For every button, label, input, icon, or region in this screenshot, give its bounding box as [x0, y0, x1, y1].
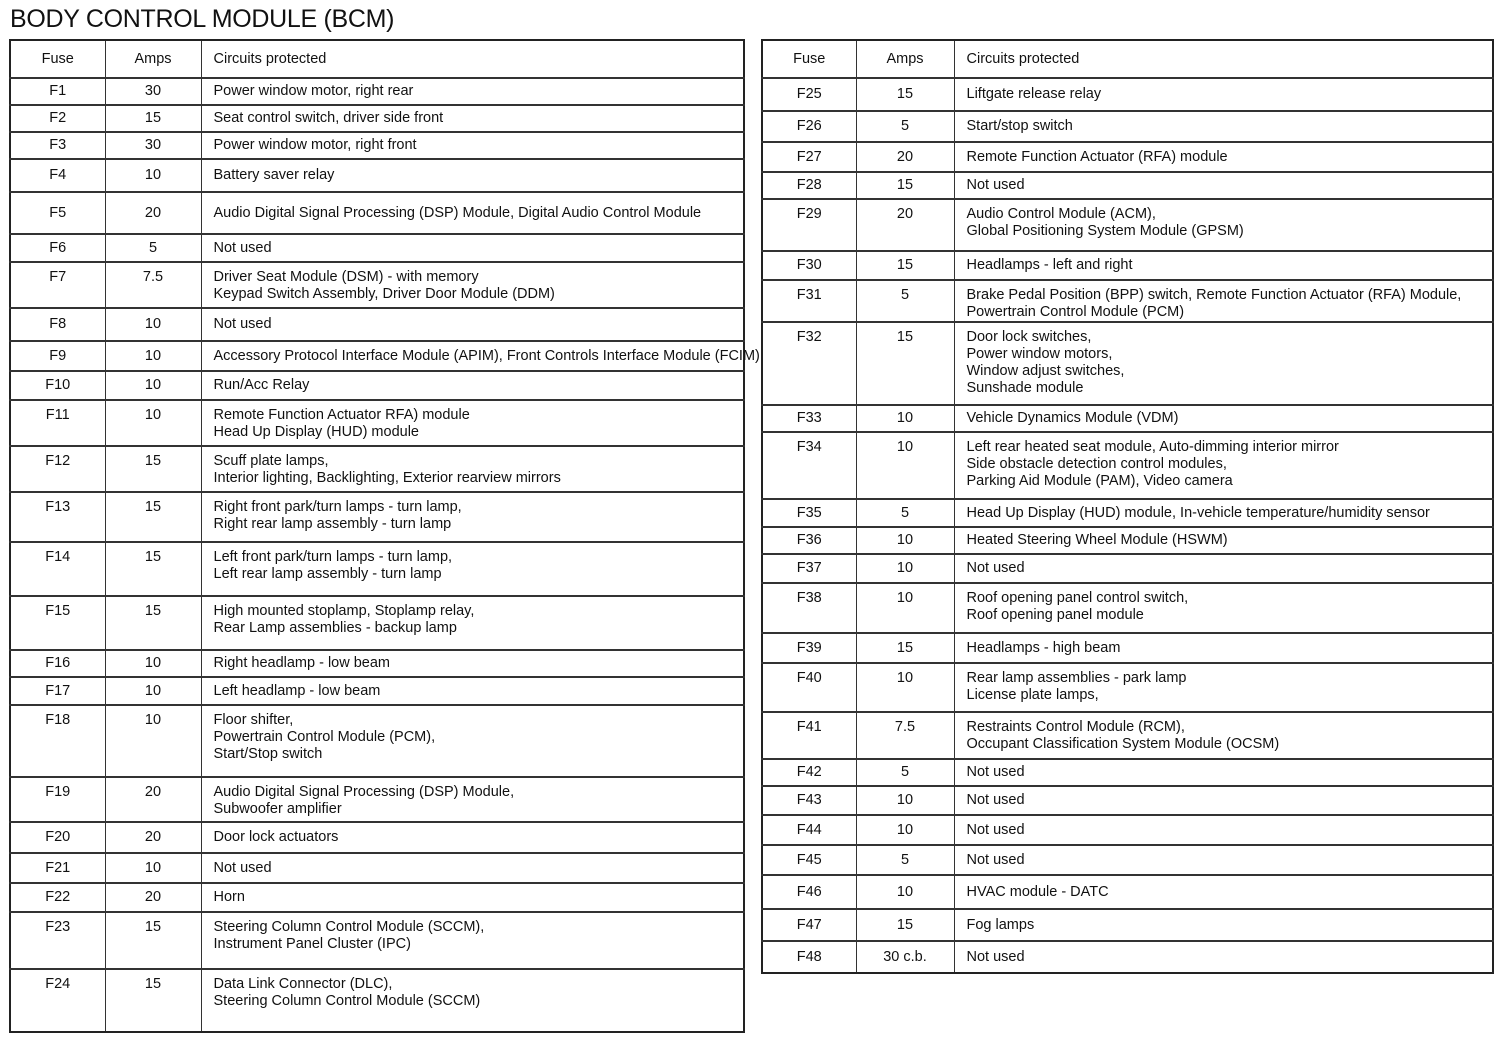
circuits-protected	[954, 786, 1493, 815]
circuit-line: Power window motor, right front	[213, 137, 417, 153]
circuits-protected	[954, 909, 1493, 941]
fuse-id: F15	[10, 596, 105, 650]
fuse-amps: 10	[105, 400, 201, 446]
fuse-id: F6	[10, 234, 105, 262]
circuits-protected	[201, 705, 744, 777]
fuse-amps: 15	[856, 172, 954, 199]
table-row	[762, 663, 1493, 712]
circuit-line: Rear lamp assemblies - park lamp	[966, 670, 1187, 686]
circuit-line: Not used	[966, 792, 1025, 808]
circuit-line: Occupant Classification System Module (OCSM)	[966, 736, 1280, 752]
fuse-amps: 10	[105, 705, 201, 777]
fuse-id: F22	[10, 883, 105, 912]
circuits-protected	[201, 883, 744, 912]
column-header-fuse: Fuse	[762, 40, 856, 78]
table-row	[10, 371, 744, 400]
circuit-line: Driver Seat Module (DSM) - with memory	[213, 269, 479, 285]
fuse-id: F21	[10, 853, 105, 883]
fuse-amps: 10	[856, 554, 954, 583]
circuit-line: Audio Digital Signal Processing (DSP) Module,	[213, 784, 515, 800]
circuit-line: Restraints Control Module (RCM),	[966, 719, 1185, 735]
circuits-protected	[201, 78, 744, 105]
table-row	[762, 142, 1493, 172]
table-row	[762, 280, 1493, 322]
circuits-protected	[954, 280, 1493, 322]
fuse-amps: 10	[856, 527, 954, 554]
circuit-line: Side obstacle detection control modules,	[966, 456, 1227, 472]
fuse-amps: 15	[105, 969, 201, 1032]
fuse-id: F9	[10, 341, 105, 371]
fuse-amps: 5	[856, 111, 954, 142]
circuits-protected	[201, 341, 760, 371]
circuits-protected	[201, 446, 744, 492]
table-row	[10, 78, 744, 105]
fuse-amps: 20	[105, 822, 201, 853]
fuse-id: F16	[10, 650, 105, 677]
fuse-id: F23	[10, 912, 105, 969]
circuit-line: Power window motors,	[966, 346, 1113, 362]
fuse-amps: 10	[856, 815, 954, 845]
circuit-line: Power window motor, right rear	[213, 83, 414, 99]
circuits-protected	[201, 308, 744, 341]
circuits-protected	[954, 759, 1493, 786]
table-row	[10, 777, 744, 822]
fuse-amps: 10	[105, 853, 201, 883]
circuits-protected	[201, 650, 744, 677]
fuse-amps: 30 c.b.	[856, 941, 954, 973]
circuits-protected	[954, 941, 1493, 973]
fuse-amps: 5	[856, 759, 954, 786]
circuits-protected	[954, 554, 1493, 583]
circuits-protected	[201, 777, 744, 822]
fuse-amps: 10	[856, 405, 954, 432]
column-header-fuse: Fuse	[10, 40, 105, 78]
table-row	[10, 883, 744, 912]
fuse-amps: 15	[856, 633, 954, 663]
table-row	[762, 815, 1493, 845]
circuits-protected	[954, 199, 1493, 251]
circuit-line: Start/stop switch	[966, 118, 1073, 134]
table-row	[762, 251, 1493, 280]
table-row	[762, 759, 1493, 786]
circuits-protected	[954, 322, 1493, 405]
table-row	[762, 111, 1493, 142]
table-row	[10, 969, 744, 1032]
circuit-line: Brake Pedal Position (BPP) switch, Remote Function Actuator (RFA) Module,	[966, 287, 1462, 303]
fuse-amps: 5	[856, 845, 954, 875]
fuse-id: F44	[762, 815, 856, 845]
circuit-line: Not used	[966, 177, 1025, 193]
fuse-amps: 10	[105, 308, 201, 341]
fuse-amps: 10	[856, 786, 954, 815]
table-row	[10, 912, 744, 969]
fuse-amps: 5	[105, 234, 201, 262]
circuit-line: Left rear lamp assembly - turn lamp	[213, 566, 442, 582]
fuse-id: F42	[762, 759, 856, 786]
fuse-table-left	[9, 39, 760, 1033]
circuits-protected	[201, 542, 744, 596]
circuits-protected	[201, 822, 744, 853]
circuit-line: High mounted stoplamp, Stoplamp relay,	[213, 603, 475, 619]
circuit-line: Not used	[966, 764, 1025, 780]
fuse-id: F34	[762, 432, 856, 499]
circuits-protected	[954, 845, 1493, 875]
circuit-line: License plate lamps,	[966, 687, 1099, 703]
fuse-amps: 20	[105, 883, 201, 912]
table-row	[762, 909, 1493, 941]
circuit-line: Door lock actuators	[213, 829, 339, 845]
table-row	[762, 527, 1493, 554]
table-row	[10, 492, 744, 542]
table-row	[10, 446, 744, 492]
fuse-id: F10	[10, 371, 105, 400]
circuit-line: Head Up Display (HUD) module, In-vehicle temperature/humidity sensor	[966, 504, 1430, 521]
table-row	[762, 405, 1493, 432]
fuse-amps: 15	[856, 909, 954, 941]
table-row	[762, 432, 1493, 499]
table-row	[762, 172, 1493, 199]
circuit-line: Heated Steering Wheel Module (HSWM)	[966, 532, 1228, 548]
circuit-line: Not used	[966, 560, 1025, 576]
fuse-amps: 10	[856, 583, 954, 633]
fuse-amps: 15	[105, 105, 201, 132]
table-row	[10, 341, 744, 371]
fuse-id: F35	[762, 499, 856, 527]
circuit-line: Vehicle Dynamics Module (VDM)	[966, 410, 1179, 426]
column-header-circuits: Circuits protected	[201, 40, 744, 78]
fuse-id: F11	[10, 400, 105, 446]
fuse-id: F8	[10, 308, 105, 341]
circuit-line: Left rear heated seat module, Auto-dimming interior mirror	[966, 439, 1339, 455]
column-header-amps: Amps	[105, 40, 201, 78]
circuit-line: Horn	[213, 889, 245, 905]
table-row	[762, 78, 1493, 111]
circuits-protected	[954, 875, 1493, 909]
fuse-id: F17	[10, 677, 105, 705]
circuit-line: Liftgate release relay	[966, 86, 1102, 102]
circuit-line: Not used	[966, 851, 1025, 868]
table-header-row	[762, 40, 1493, 78]
fuse-amps: 20	[856, 142, 954, 172]
circuit-line: Headlamps - high beam	[966, 639, 1121, 656]
fuse-amps: 30	[105, 78, 201, 105]
circuits-protected	[201, 596, 744, 650]
circuit-line: Run/Acc Relay	[213, 377, 310, 393]
circuits-protected	[954, 78, 1493, 111]
table-row	[10, 400, 744, 446]
circuit-line: Steering Column Control Module (SCCM)	[213, 993, 481, 1009]
fuse-id: F33	[762, 405, 856, 432]
fuse-id: F29	[762, 199, 856, 251]
circuit-line: Powertrain Control Module (PCM),	[213, 729, 436, 745]
circuits-protected	[201, 132, 744, 159]
fuse-amps: 15	[105, 446, 201, 492]
table-row	[10, 853, 744, 883]
fuse-amps: 15	[105, 542, 201, 596]
table-row	[762, 786, 1493, 815]
circuit-line: Not used	[966, 821, 1025, 838]
table-row	[10, 308, 744, 341]
column-header-amps: Amps	[856, 40, 954, 78]
page-title: BODY CONTROL MODULE (BCM)	[10, 5, 395, 33]
circuit-line: Window adjust switches,	[966, 363, 1125, 379]
circuit-line: Powertrain Control Module (PCM)	[966, 304, 1185, 320]
table-row	[10, 542, 744, 596]
table-row	[10, 705, 744, 777]
circuit-line: Steering Column Control Module (SCCM),	[213, 919, 485, 935]
circuits-protected	[954, 172, 1493, 199]
circuit-line: Interior lighting, Backlighting, Exterior rearview mirrors	[213, 470, 561, 486]
circuit-line: Data Link Connector (DLC),	[213, 976, 393, 992]
circuits-protected	[954, 405, 1493, 432]
fuse-id: F40	[762, 663, 856, 712]
fuse-amps: 10	[856, 875, 954, 909]
fuse-id: F47	[762, 909, 856, 941]
table-row	[762, 633, 1493, 663]
circuit-line: Right front park/turn lamps - turn lamp,	[213, 499, 462, 515]
fuse-id: F24	[10, 969, 105, 1032]
fuse-amps: 10	[105, 371, 201, 400]
table-row	[762, 554, 1493, 583]
circuits-protected	[201, 105, 744, 132]
circuit-line: Not used	[213, 239, 272, 256]
circuits-protected	[201, 262, 744, 308]
circuits-protected	[201, 159, 744, 192]
fuse-id: F46	[762, 875, 856, 909]
table-row	[10, 105, 744, 132]
table-row	[762, 583, 1493, 633]
table-header-row	[10, 40, 744, 78]
fuse-id: F39	[762, 633, 856, 663]
circuits-protected	[954, 111, 1493, 142]
table-row	[762, 322, 1493, 405]
circuits-protected	[954, 432, 1493, 499]
circuits-protected	[954, 633, 1493, 663]
circuit-line: Remote Function Actuator (RFA) module	[966, 148, 1228, 165]
circuit-line: Keypad Switch Assembly, Driver Door Module (DDM)	[213, 286, 555, 302]
fuse-amps: 15	[856, 78, 954, 111]
circuit-line: Parking Aid Module (PAM), Video camera	[966, 473, 1233, 489]
fuse-amps: 15	[856, 322, 954, 405]
fuse-amps: 20	[856, 199, 954, 251]
table-row	[10, 822, 744, 853]
fuse-amps: 15	[105, 492, 201, 542]
circuit-line: Not used	[213, 316, 272, 332]
circuit-line: Roof opening panel control switch,	[966, 590, 1189, 606]
circuits-protected	[201, 492, 744, 542]
fuse-id: F45	[762, 845, 856, 875]
circuit-line: Start/Stop switch	[213, 746, 323, 762]
circuits-protected	[201, 677, 744, 705]
circuits-protected	[954, 815, 1493, 845]
circuit-line: Not used	[966, 948, 1025, 965]
table-row	[762, 875, 1493, 909]
circuits-protected	[954, 499, 1493, 527]
fuse-amps: 15	[105, 596, 201, 650]
circuits-protected	[201, 371, 744, 400]
table-row	[10, 596, 744, 650]
fuse-id: F32	[762, 322, 856, 405]
circuits-protected	[201, 400, 744, 446]
fuse-id: F43	[762, 786, 856, 815]
table-row	[10, 650, 744, 677]
fuse-id: F26	[762, 111, 856, 142]
table-row	[10, 132, 744, 159]
fuse-amps: 10	[105, 650, 201, 677]
circuit-line: Instrument Panel Cluster (IPC)	[213, 936, 411, 952]
fuse-amps: 7.5	[105, 262, 201, 308]
fuse-id: F48	[762, 941, 856, 973]
circuit-line: Not used	[213, 859, 272, 876]
fuse-id: F20	[10, 822, 105, 853]
circuits-protected	[201, 969, 744, 1032]
circuit-line: Headlamps - left and right	[966, 257, 1133, 273]
fuse-id: F36	[762, 527, 856, 554]
circuit-line: Floor shifter,	[213, 712, 294, 728]
fuse-id: F4	[10, 159, 105, 192]
table-row	[10, 192, 744, 234]
circuit-line: Scuff plate lamps,	[213, 453, 329, 469]
fuse-id: F37	[762, 554, 856, 583]
fuse-id: F14	[10, 542, 105, 596]
circuits-protected	[954, 527, 1493, 554]
circuit-line: Roof opening panel module	[966, 607, 1144, 623]
fuse-id: F7	[10, 262, 105, 308]
circuit-line: Rear Lamp assemblies - backup lamp	[213, 620, 457, 636]
fuse-amps: 5	[856, 280, 954, 322]
circuit-line: Accessory Protocol Interface Module (APIM), Front Controls Interface Module (FCIM)	[213, 347, 760, 364]
circuits-protected	[201, 234, 744, 262]
circuit-line: Audio Control Module (ACM),	[966, 206, 1156, 222]
table-row	[10, 159, 744, 192]
circuit-line: Door lock switches,	[966, 329, 1092, 345]
fuse-id: F3	[10, 132, 105, 159]
fuse-amps: 10	[105, 677, 201, 705]
fuse-amps: 20	[105, 777, 201, 822]
circuits-protected	[201, 192, 744, 234]
fuse-amps: 20	[105, 192, 201, 234]
fuse-id: F18	[10, 705, 105, 777]
fuse-id: F2	[10, 105, 105, 132]
circuit-line: Left front park/turn lamps - turn lamp,	[213, 549, 453, 565]
table-row	[762, 499, 1493, 527]
table-row	[762, 845, 1493, 875]
fuse-amps: 15	[105, 912, 201, 969]
circuits-protected	[201, 912, 744, 969]
circuit-line: Right rear lamp assembly - turn lamp	[213, 516, 452, 532]
circuit-line: Global Positioning System Module (GPSM)	[966, 223, 1244, 239]
fuse-amps: 10	[105, 159, 201, 192]
fuse-id: F38	[762, 583, 856, 633]
fuse-amps: 30	[105, 132, 201, 159]
fuse-amps: 10	[856, 663, 954, 712]
fuse-amps: 10	[856, 432, 954, 499]
circuit-line: Right headlamp - low beam	[213, 655, 391, 671]
circuit-line: Sunshade module	[966, 380, 1084, 396]
circuits-protected	[954, 583, 1493, 633]
fuse-id: F25	[762, 78, 856, 111]
fuse-id: F19	[10, 777, 105, 822]
fuse-id: F5	[10, 192, 105, 234]
table-row	[762, 941, 1493, 973]
circuit-line: Fog lamps	[966, 916, 1035, 933]
table-row	[10, 262, 744, 308]
fuse-id: F27	[762, 142, 856, 172]
circuit-line: Head Up Display (HUD) module	[213, 424, 419, 440]
circuits-protected	[954, 251, 1493, 280]
circuit-line: Remote Function Actuator RFA) module	[213, 407, 470, 423]
circuit-line: Subwoofer amplifier	[213, 801, 342, 817]
fuse-table-right	[761, 39, 1494, 974]
fuse-id: F41	[762, 712, 856, 759]
circuit-line: Battery saver relay	[213, 167, 335, 183]
circuit-line: Seat control switch, driver side front	[213, 110, 444, 126]
fuse-id: F13	[10, 492, 105, 542]
circuit-line: Audio Digital Signal Processing (DSP) Module, Digital Audio Control Module	[213, 204, 702, 221]
fuse-amps: 5	[856, 499, 954, 527]
circuits-protected	[954, 142, 1493, 172]
fuse-amps: 15	[856, 251, 954, 280]
fuse-amps: 7.5	[856, 712, 954, 759]
circuits-protected	[201, 853, 744, 883]
circuit-line: HVAC module - DATC	[966, 883, 1109, 900]
fuse-id: F31	[762, 280, 856, 322]
table-row	[10, 677, 744, 705]
table-row	[762, 199, 1493, 251]
table-row	[10, 234, 744, 262]
fuse-id: F12	[10, 446, 105, 492]
circuit-line: Left headlamp - low beam	[213, 682, 381, 699]
fuse-id: F30	[762, 251, 856, 280]
circuits-protected	[954, 712, 1493, 759]
fuse-id: F28	[762, 172, 856, 199]
circuits-protected	[954, 663, 1493, 712]
table-row	[762, 712, 1493, 759]
column-header-circuits: Circuits protected	[954, 40, 1493, 78]
fuse-id: F1	[10, 78, 105, 105]
fuse-amps: 10	[105, 341, 201, 371]
